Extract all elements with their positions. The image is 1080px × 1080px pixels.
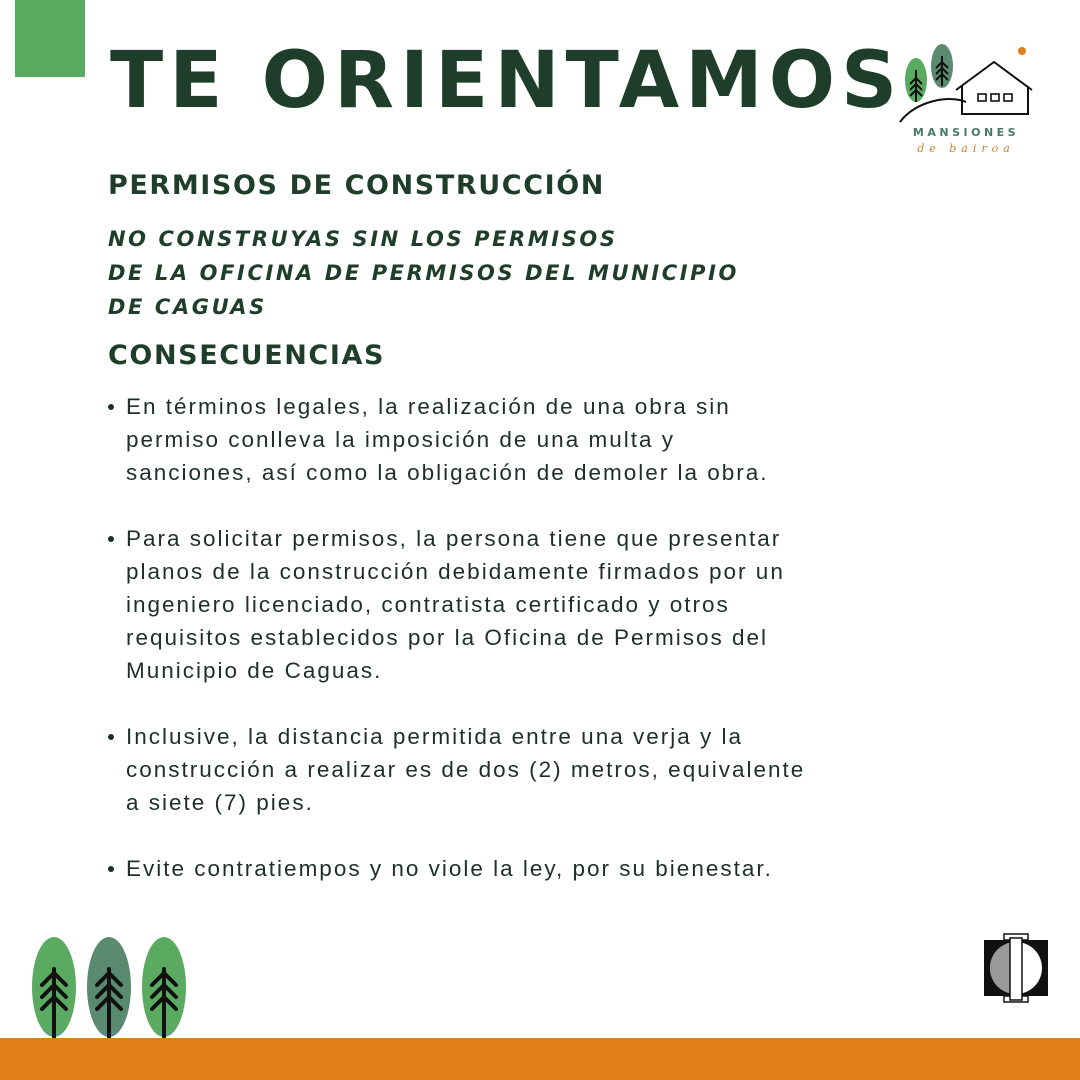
list-item-line: a siete (7) pies. <box>126 790 314 815</box>
section-title: PERMISOS DE CONSTRUCCIÓN <box>108 170 606 201</box>
logo-name: MANSIONES <box>912 126 1020 139</box>
warning-line: NO CONSTRUYAS SIN LOS PERMISOS <box>108 227 618 251</box>
bullet-icon <box>108 404 114 410</box>
house-logo-icon <box>896 40 1036 130</box>
warning-line: DE CAGUAS <box>108 295 267 319</box>
warning-text <box>108 222 739 324</box>
list-item-line: Para solicitar permisos, la persona tiene que presentar <box>126 526 782 551</box>
list-item <box>108 852 958 885</box>
pine-trees-icon <box>30 935 190 1039</box>
list-item-line: permiso conlleva la imposición de una multa y <box>126 427 675 452</box>
list-item-line: ingeniero licenciado, contratista certificado y otros <box>126 592 730 617</box>
bullet-icon <box>108 866 114 872</box>
list-item-line: En términos legales, la realización de una obra sin <box>126 394 731 419</box>
list-item <box>108 720 958 819</box>
mansiones-logo <box>896 40 1036 158</box>
consequences-title: CONSECUENCIAS <box>108 340 386 371</box>
consequences-list <box>108 390 958 918</box>
list-item <box>108 390 958 489</box>
list-item-line: sanciones, así como la obligación de demoler la obra. <box>126 460 769 485</box>
bullet-icon <box>108 734 114 740</box>
page-title: TE ORIENTAMOS <box>110 36 904 126</box>
bottom-accent-bar <box>0 1038 1080 1080</box>
bullet-icon <box>108 536 114 542</box>
corner-accent-square <box>15 0 85 77</box>
list-item-line: Inclusive, la distancia permitida entre una verja y la <box>126 724 744 749</box>
list-item <box>108 522 958 687</box>
warning-line: DE LA OFICINA DE PERMISOS DEL MUNICIPIO <box>108 261 740 285</box>
logo-subtitle: de bairoa <box>917 142 1015 155</box>
list-item-line: requisitos establecidos por la Oficina de Permisos del <box>126 625 769 650</box>
list-item-line: construcción a realizar es de dos (2) metros, equivalente <box>126 757 806 782</box>
list-item-line: Evite contratiempos y no viole la ley, por su bienestar. <box>126 856 773 881</box>
column-logo-icon <box>982 930 1050 1010</box>
list-item-line: planos de la construcción debidamente firmados por un <box>126 559 785 584</box>
list-item-line: Municipio de Caguas. <box>126 658 383 683</box>
